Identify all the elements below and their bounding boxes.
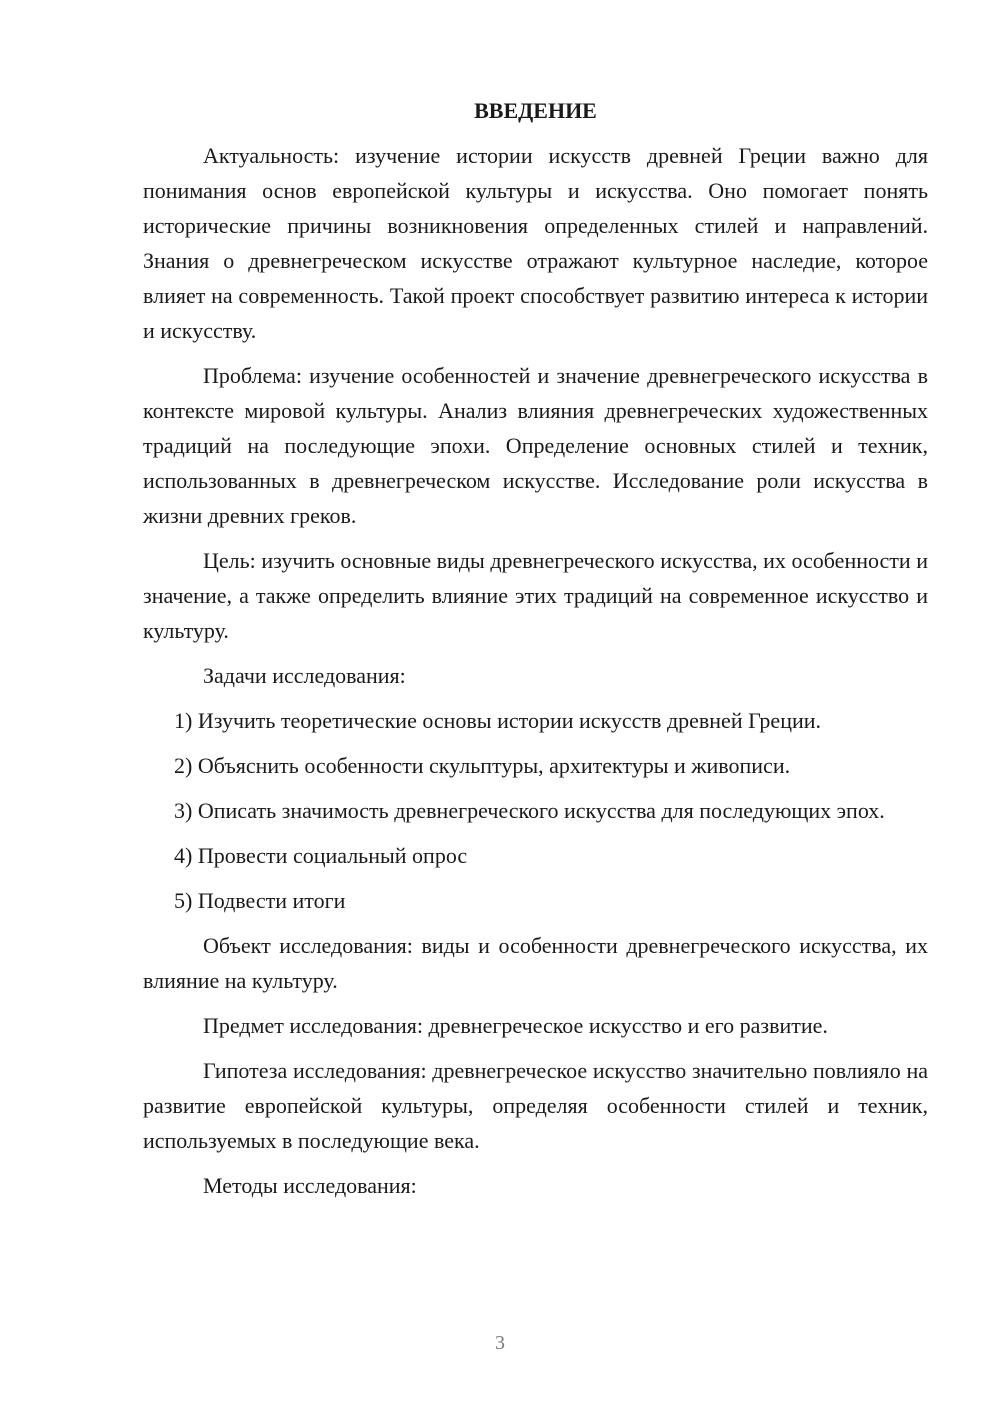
object-paragraph: Объект исследования: виды и особенности древнегреческого искусства, их влияние на культуру. <box>143 933 928 993</box>
task-item: 2) Объяснить особенности скульптуры, архитектуры и живописи. <box>174 753 791 778</box>
section-title: ВВЕДЕНИЕ <box>474 98 597 123</box>
goal-paragraph: Цель: изучить основные виды древнегреческого искусства, их особенности и значение, а также определить влияние этих традиций на современное искусство и культуру. <box>143 548 928 643</box>
task-item: 3) Описать значимость древнегреческого искусства для последующих эпох. <box>174 798 885 823</box>
task-item: 1) Изучить теоретические основы истории искусств древней Греции. <box>174 708 822 733</box>
task-item: 4) Провести социальный опрос <box>174 843 468 868</box>
tasks-heading: Задачи исследования: <box>203 663 406 688</box>
page-number: 3 <box>495 1332 505 1354</box>
page-content <box>143 93 928 1213</box>
methods-heading: Методы исследования: <box>203 1173 417 1198</box>
hypothesis-paragraph: Гипотеза исследования: древнегреческое искусство значительно повлияло на развитие европейской культуры, определяя особенности стилей и техник, используемых в последующие века. <box>143 1058 928 1153</box>
problem-paragraph: Проблема: изучение особенностей и значение древнегреческого искусства в контексте мировой культуры. Анализ влияния древнегреческих художественных традиций на последующие эпохи. Определение основных стилей и техник, использованных в древнегреческом искусстве. Исследование роли искусства в жизни древних греков. <box>143 363 928 528</box>
task-item: 5) Подвести итоги <box>174 888 346 913</box>
relevance-paragraph: Актуальность: изучение истории искусств древней Греции важно для понимания основ европейской культуры и искусства. Оно помогает понять исторические причины возникновения определенных стилей и направлений. Знания о древнегреческом искусстве отражают культурное наследие, которое влияет на современность. Такой проект способствует развитию интереса к истории и искусству. <box>143 143 928 343</box>
subject-paragraph: Предмет исследования: древнегреческое искусство и его развитие. <box>203 1013 828 1038</box>
